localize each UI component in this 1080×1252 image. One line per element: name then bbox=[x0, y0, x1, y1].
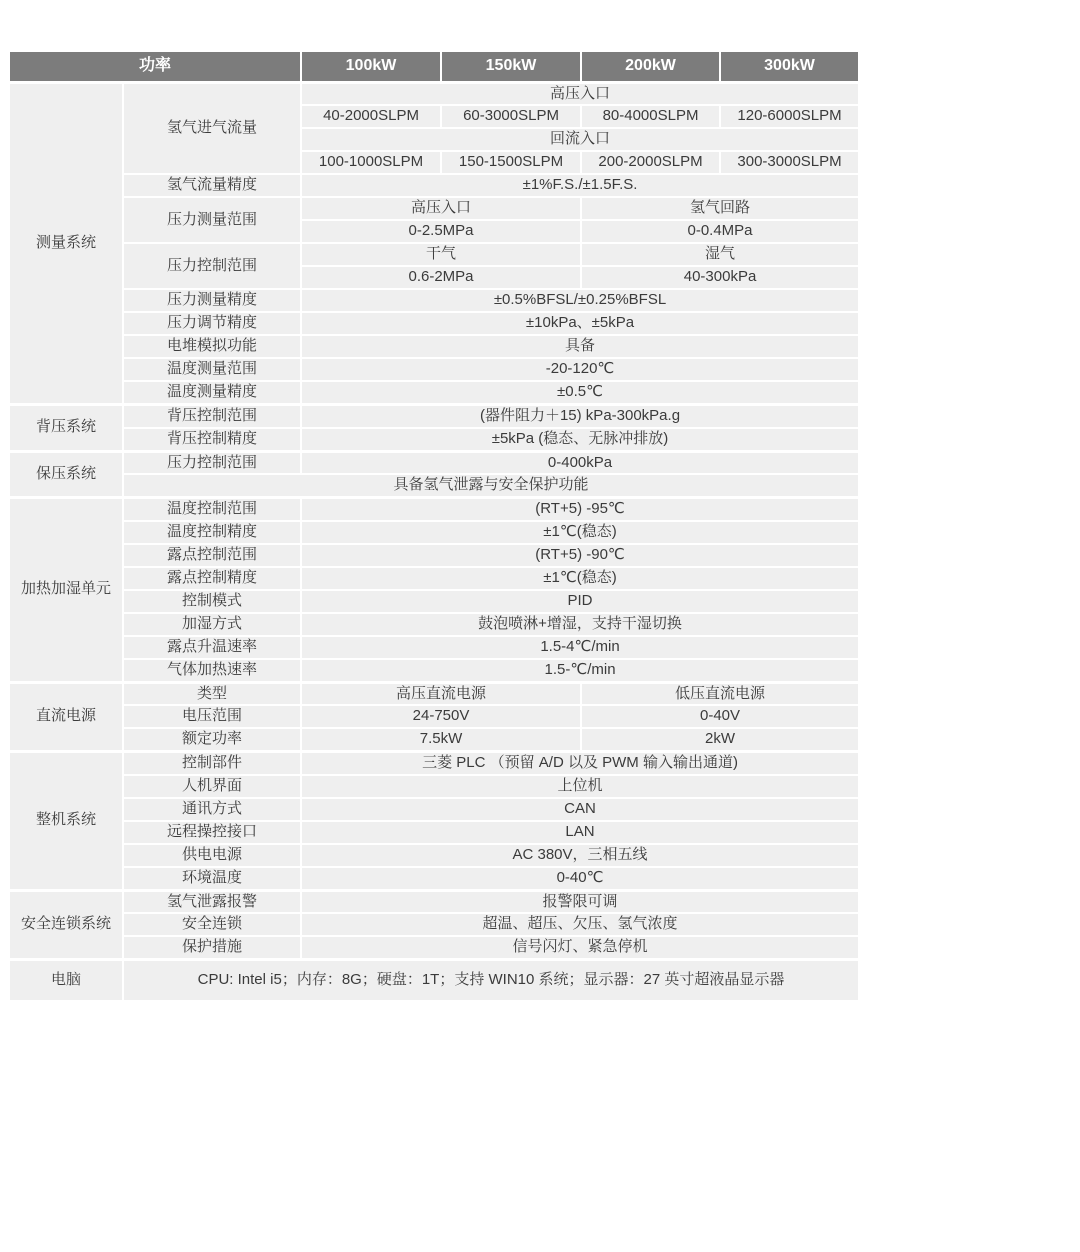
spec-value: LAN bbox=[301, 821, 859, 844]
spec-label: 背压控制范围 bbox=[123, 405, 301, 428]
spec-table bbox=[8, 50, 860, 1002]
section-cell-computer: 电脑 bbox=[9, 960, 123, 1001]
spec-value: (RT+5) -95℃ bbox=[301, 498, 859, 521]
header-row bbox=[9, 51, 859, 82]
spec-value: PID bbox=[301, 590, 859, 613]
spec-label: 电堆模拟功能 bbox=[123, 335, 301, 358]
table-row bbox=[9, 381, 859, 404]
spec-label: 控制部件 bbox=[123, 752, 301, 775]
table-row bbox=[9, 960, 859, 1001]
spec-value: ±10kPa、±5kPa bbox=[301, 312, 859, 335]
spec-value: 鼓泡喷淋+增湿，支持干湿切换 bbox=[301, 613, 859, 636]
spec-label: 温度控制范围 bbox=[123, 498, 301, 521]
table-row bbox=[9, 289, 859, 312]
table-row bbox=[9, 682, 859, 705]
table-row bbox=[9, 659, 859, 682]
spec-value: ±0.5%BFSL/±0.25%BFSL bbox=[301, 289, 859, 312]
spec-subheader: 高压入口 bbox=[301, 82, 859, 105]
header-col-300kw: 300kW bbox=[720, 51, 859, 82]
spec-value: 80-4000SLPM bbox=[581, 105, 720, 128]
spec-value: 0-40℃ bbox=[301, 867, 859, 890]
spec-label: 加湿方式 bbox=[123, 613, 301, 636]
table-row bbox=[9, 451, 859, 474]
spec-value: 0-400kPa bbox=[301, 451, 859, 474]
spec-value: 高压直流电源 bbox=[301, 682, 581, 705]
table-row bbox=[9, 844, 859, 867]
spec-subheader: 干气 bbox=[301, 243, 581, 266]
spec-label: 电压范围 bbox=[123, 705, 301, 728]
spec-value: 具备氢气泄露与安全保护功能 bbox=[123, 474, 859, 497]
spec-subheader: 回流入口 bbox=[301, 128, 859, 151]
table-row bbox=[9, 890, 859, 913]
table-row bbox=[9, 936, 859, 959]
spec-value: 具备 bbox=[301, 335, 859, 358]
spec-value: 2kW bbox=[581, 728, 859, 751]
spec-value: AC 380V，三相五线 bbox=[301, 844, 859, 867]
spec-value: 1.5-4℃/min bbox=[301, 636, 859, 659]
spec-label: 氢气进气流量 bbox=[123, 82, 301, 174]
table-row bbox=[9, 82, 859, 105]
spec-label: 安全连锁 bbox=[123, 913, 301, 936]
spec-label: 氢气流量精度 bbox=[123, 174, 301, 197]
spec-value: 40-300kPa bbox=[581, 266, 859, 289]
table-row bbox=[9, 174, 859, 197]
spec-label: 额定功率 bbox=[123, 728, 301, 751]
section-cell-back-pressure: 背压系统 bbox=[9, 405, 123, 452]
spec-value: 上位机 bbox=[301, 775, 859, 798]
section-cell-whole-machine: 整机系统 bbox=[9, 752, 123, 891]
spec-value: ±0.5℃ bbox=[301, 381, 859, 404]
spec-label: 压力控制范围 bbox=[123, 243, 301, 289]
spec-label: 远程操控接口 bbox=[123, 821, 301, 844]
spec-value: 60-3000SLPM bbox=[441, 105, 581, 128]
spec-value: 超温、超压、欠压、氢气浓度 bbox=[301, 913, 859, 936]
table-row bbox=[9, 728, 859, 751]
spec-label: 露点控制范围 bbox=[123, 544, 301, 567]
spec-value: ±5kPa (稳态、无脉冲排放) bbox=[301, 428, 859, 451]
spec-label: 保护措施 bbox=[123, 936, 301, 959]
header-col-200kw: 200kW bbox=[581, 51, 720, 82]
spec-value: 200-2000SLPM bbox=[581, 151, 720, 174]
section-cell-pressure-hold: 保压系统 bbox=[9, 451, 123, 498]
spec-label: 气体加热速率 bbox=[123, 659, 301, 682]
spec-value: 0-0.4MPa bbox=[581, 220, 859, 243]
spec-label: 供电电源 bbox=[123, 844, 301, 867]
table-row bbox=[9, 867, 859, 890]
table-row bbox=[9, 613, 859, 636]
table-row bbox=[9, 335, 859, 358]
spec-label: 通讯方式 bbox=[123, 798, 301, 821]
spec-value: 0-40V bbox=[581, 705, 859, 728]
spec-value: (RT+5) -90℃ bbox=[301, 544, 859, 567]
table-row bbox=[9, 405, 859, 428]
table-row bbox=[9, 243, 859, 266]
spec-value: ±1℃(稳态) bbox=[301, 521, 859, 544]
table-row bbox=[9, 197, 859, 220]
spec-value: 150-1500SLPM bbox=[441, 151, 581, 174]
spec-subheader: 氢气回路 bbox=[581, 197, 859, 220]
section-cell-heating-humidify: 加热加湿单元 bbox=[9, 498, 123, 683]
spec-label: 控制模式 bbox=[123, 590, 301, 613]
spec-label: 背压控制精度 bbox=[123, 428, 301, 451]
table-row bbox=[9, 428, 859, 451]
spec-label: 压力测量精度 bbox=[123, 289, 301, 312]
spec-value: 40-2000SLPM bbox=[301, 105, 441, 128]
section-cell-dc-power: 直流电源 bbox=[9, 682, 123, 752]
spec-label: 类型 bbox=[123, 682, 301, 705]
table-row bbox=[9, 636, 859, 659]
spec-value: 0.6-2MPa bbox=[301, 266, 581, 289]
section-cell-measurement: 测量系统 bbox=[9, 82, 123, 405]
spec-subheader: 湿气 bbox=[581, 243, 859, 266]
spec-label: 环境温度 bbox=[123, 867, 301, 890]
table-row bbox=[9, 775, 859, 798]
spec-value: 24-750V bbox=[301, 705, 581, 728]
spec-value: 1.5-℃/min bbox=[301, 659, 859, 682]
spec-value: 低压直流电源 bbox=[581, 682, 859, 705]
header-col-100kw: 100kW bbox=[301, 51, 441, 82]
spec-label: 压力控制范围 bbox=[123, 451, 301, 474]
spec-label: 温度测量精度 bbox=[123, 381, 301, 404]
spec-value: -20-120℃ bbox=[301, 358, 859, 381]
spec-value: 300-3000SLPM bbox=[720, 151, 859, 174]
spec-label: 露点升温速率 bbox=[123, 636, 301, 659]
table-row bbox=[9, 474, 859, 497]
header-power: 功率 bbox=[9, 51, 301, 82]
table-row bbox=[9, 498, 859, 521]
section-cell-safety-interlock: 安全连锁系统 bbox=[9, 890, 123, 960]
spec-value: 信号闪灯、紧急停机 bbox=[301, 936, 859, 959]
header-col-150kw: 150kW bbox=[441, 51, 581, 82]
spec-label: 温度控制精度 bbox=[123, 521, 301, 544]
spec-value: 7.5kW bbox=[301, 728, 581, 751]
table-row bbox=[9, 590, 859, 613]
spec-label: 人机界面 bbox=[123, 775, 301, 798]
spec-label: 温度测量范围 bbox=[123, 358, 301, 381]
table-row bbox=[9, 312, 859, 335]
table-row bbox=[9, 821, 859, 844]
spec-value: 报警限可调 bbox=[301, 890, 859, 913]
spec-value: CPU: Intel i5；内存：8G；硬盘：1T；支持 WIN10 系统；显示器：27 英寸超液晶显示器 bbox=[123, 960, 859, 1001]
table-row bbox=[9, 358, 859, 381]
spec-value: ±1%F.S./±1.5F.S. bbox=[301, 174, 859, 197]
table-row bbox=[9, 544, 859, 567]
spec-value: 100-1000SLPM bbox=[301, 151, 441, 174]
table-row bbox=[9, 798, 859, 821]
spec-value: (器件阻力＋15) kPa-300kPa.g bbox=[301, 405, 859, 428]
spec-label: 压力调节精度 bbox=[123, 312, 301, 335]
table-row bbox=[9, 521, 859, 544]
table-row bbox=[9, 705, 859, 728]
spec-value: 三菱 PLC （预留 A/D 以及 PWM 输入输出通道) bbox=[301, 752, 859, 775]
table-row bbox=[9, 752, 859, 775]
spec-value: 0-2.5MPa bbox=[301, 220, 581, 243]
spec-value: CAN bbox=[301, 798, 859, 821]
spec-label: 露点控制精度 bbox=[123, 567, 301, 590]
spec-value: 120-6000SLPM bbox=[720, 105, 859, 128]
spec-label: 压力测量范围 bbox=[123, 197, 301, 243]
table-row bbox=[9, 567, 859, 590]
spec-value: ±1℃(稳态) bbox=[301, 567, 859, 590]
spec-label: 氢气泄露报警 bbox=[123, 890, 301, 913]
table-row bbox=[9, 913, 859, 936]
spec-subheader: 高压入口 bbox=[301, 197, 581, 220]
